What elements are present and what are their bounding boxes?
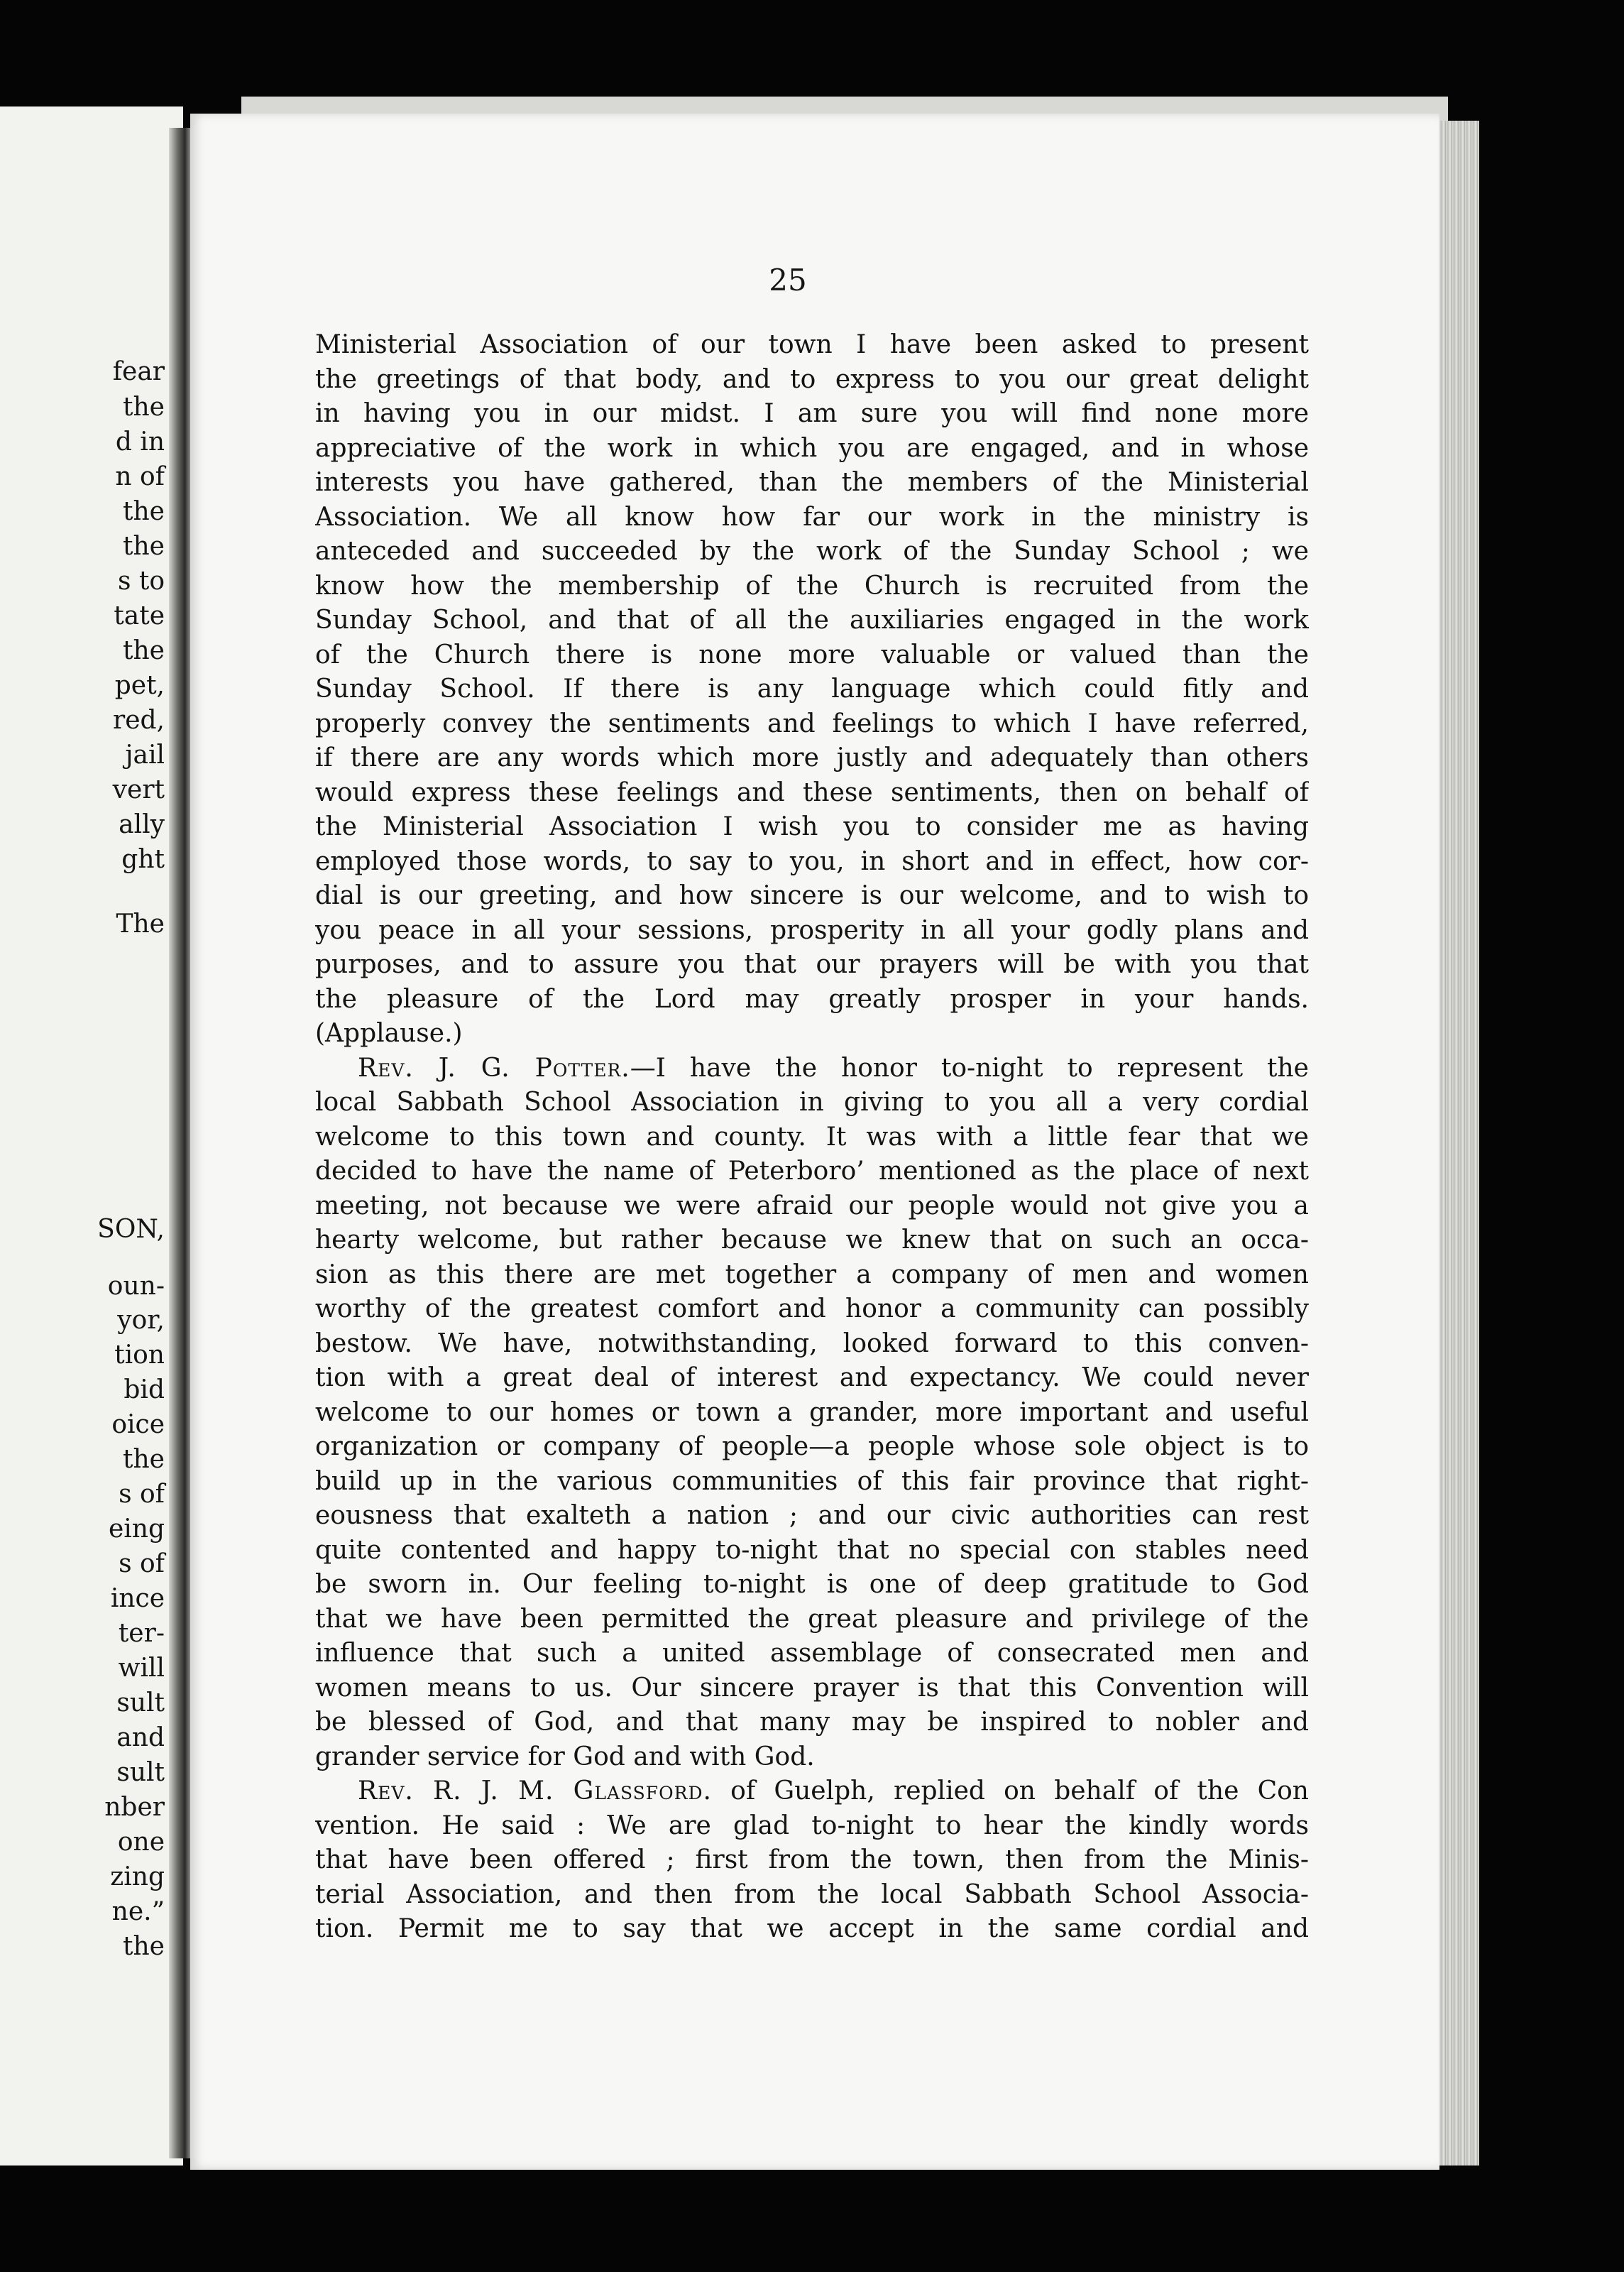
left-page-line: vert [112,775,165,804]
text-line: eousness that exalteth a nation ; and our civic authorities can rest [315,1501,1309,1530]
left-page-line: the [123,636,165,665]
left-page-line: ally [119,810,165,839]
left-page-line: will [118,1654,165,1683]
text-line: that we have been permitted the great pleasure and privilege of the [315,1604,1309,1634]
body-text [315,328,1309,1947]
text-line: Ministerial Association of our town I have been asked to present [315,330,1309,359]
left-page-line: jail [125,741,165,770]
text-line: women means to us. Our sincere prayer is that this Convention will [315,1673,1309,1703]
text-line: sion as this there are met together a company of men and women [315,1260,1309,1289]
paragraph-start [315,1774,1309,1809]
text-line: the pleasure of the Lord may greatly prosper in your hands. [315,984,1309,1014]
left-page-line: the [123,532,165,561]
text-line: the greetings of that body, and to express to you our great delight [315,364,1309,394]
left-page-line: bid [124,1375,165,1404]
text-line: the Ministerial Association I wish you to consider me as having [315,812,1309,841]
text-line: of the Church there is none more valuable or valued than the [315,640,1309,670]
text-line: Sunday School. If there is any language which could fitly and [315,674,1309,704]
text-line: you peace in all your sessions, prosperity in all your godly plans and [315,915,1309,945]
page-number: 25 [769,263,807,297]
text-line: in having you in our midst. I am sure you will find none more [315,399,1309,428]
left-page-line: s to [117,567,165,596]
left-page-line: tate [114,601,165,630]
left-page-line: the [123,393,165,422]
text-line: employed those words, to say to you, in short and in effect, how cor- [315,846,1309,876]
text-line: worthy of the greatest comfort and honor a community can possibly [315,1294,1309,1323]
paragraph-start [315,1052,1309,1086]
text-line: meeting, not because we were afraid our people would not give you a [315,1191,1309,1220]
left-page-line: oun- [107,1272,165,1301]
left-page-line: The [116,910,165,939]
left-page-line: nber [104,1793,165,1822]
text-line: decided to have the name of Peterboro’ mentioned as the place of next [315,1157,1309,1186]
left-page-line: the [123,497,165,526]
text-line: be blessed of God, and that many may be inspired to nobler and [315,1708,1309,1737]
text-line: if there are any words which more justly and adequately than others [315,743,1309,772]
left-page-line: zing [110,1862,165,1891]
text-line: build up in the various communities of this fair province that right- [315,1466,1309,1496]
left-page-line: ne.” [111,1897,165,1926]
page-stack-edges [1439,121,1479,2166]
text-line: appreciative of the work in which you are engaged, and in whose [315,433,1309,463]
text-line: (Applause.) [315,1019,463,1048]
book-gutter [169,128,190,2158]
left-page-line: one [117,1828,165,1857]
left-page-line: the [123,1932,165,1961]
left-page-line: n of [115,462,165,491]
text-line: bestow. We have, notwithstanding, looked forward to this conven- [315,1328,1309,1358]
left-page-line: s of [119,1549,165,1578]
text-line: vention. He said : We are glad to-night to hear the kindly words [315,1810,1309,1840]
left-page-fragment [0,106,183,2166]
text-line: tion with a great deal of interest and expectancy. We could never [315,1363,1309,1392]
left-page-line: sult [116,1688,165,1717]
left-page-line: SON, [97,1215,165,1244]
text-line: be sworn in. Our feeling to-night is one of deep gratitude to God [315,1570,1309,1599]
left-page-line: fear [112,357,165,386]
left-page-line: tion [114,1340,165,1370]
left-page-line: ince [110,1584,165,1613]
text-line: grander service for God and with God. [315,1742,815,1771]
text-line: quite contented and happy to-night that no special con stables need [315,1535,1309,1565]
left-page-line: eing [108,1514,165,1544]
left-page-line: and [116,1723,165,1752]
text-line: hearty welcome, but rather because we knew that on such an occa- [315,1225,1309,1255]
left-page-line: pet, [114,671,165,700]
text-line: tion. Permit me to say that we accept in the same cordial and [315,1914,1309,1943]
left-page-line: oice [111,1410,165,1439]
text-line: terial Association, and then from the local Sabbath School Associa- [315,1879,1309,1909]
left-page-line: s of [119,1480,165,1509]
left-page-line: d in [115,427,165,457]
left-page-line: ght [121,845,165,874]
left-page-line: ter- [118,1619,165,1648]
text-line: that have been offered ; first from the town, then from the Minis- [315,1845,1309,1874]
text-line: would express these feelings and these sentiments, then on behalf of [315,777,1309,807]
text-line: Sunday School, and that of all the auxiliaries engaged in the work [315,606,1309,635]
text-run: of Guelph, replied on behalf of the Con [711,1776,1309,1806]
text-line: influence that such a united assemblage of consecrated men and [315,1639,1309,1668]
text-line: properly convey the sentiments and feelings to which I have referred, [315,709,1309,738]
text-line: welcome to this town and county. It was with a little fear that we [315,1122,1309,1152]
text-line: purposes, and to assure you that our prayers will be with you that [315,950,1309,979]
text-line: local Sabbath School Association in giving to you all a very cordial [315,1088,1309,1117]
text-line: dial is our greeting, and how sincere is our welcome, and to wish to [315,881,1309,910]
text-line: know how the membership of the Church is recruited from the [315,571,1309,601]
text-line: organization or company of people—a people whose sole object is to [315,1432,1309,1461]
text-run: —I have the honor to-night to represent the [630,1053,1309,1083]
text-line: anteceded and succeeded by the work of the Sunday School ; we [315,537,1309,566]
text-line: welcome to our homes or town a grander, more important and useful [315,1397,1309,1427]
left-page-line: yor, [117,1306,165,1335]
left-page-line: red, [112,706,165,735]
text-line: interests you have gathered, than the members of the Ministerial [315,468,1309,497]
speaker-name: Rev. J. G. Potter. [358,1053,630,1083]
left-page-line: the [123,1445,165,1474]
left-page-line: sult [116,1758,165,1787]
text-line: Association. We all know how far our work in the ministry is [315,502,1309,532]
speaker-name: Rev. R. J. M. Glassford. [358,1776,712,1806]
